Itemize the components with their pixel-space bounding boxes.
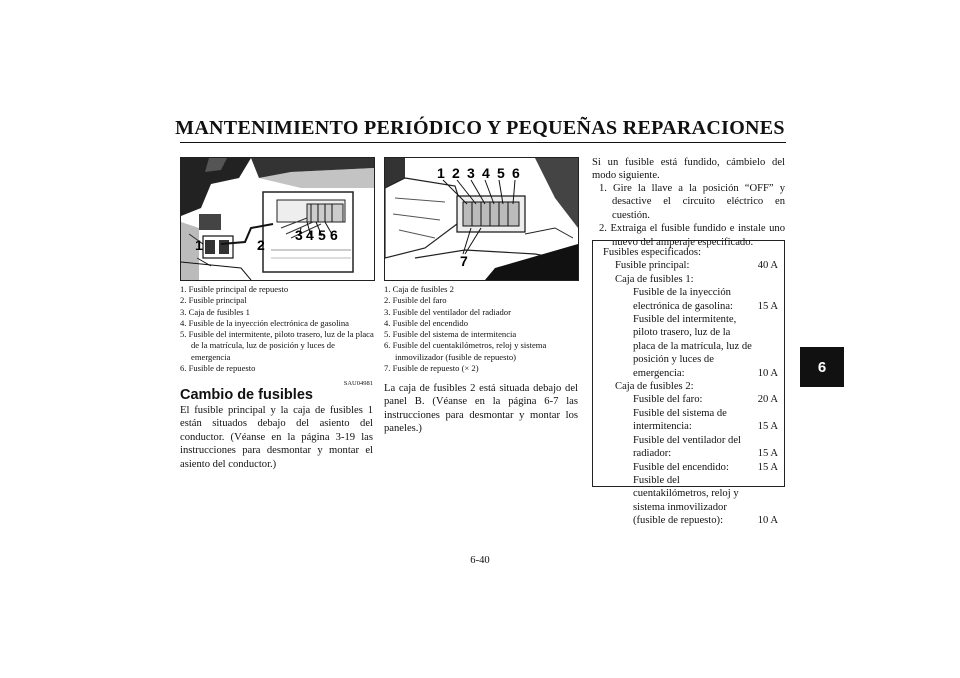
figure1-caption-list <box>180 284 376 374</box>
spec-row-main-fuse <box>603 259 778 272</box>
figure2-label-3: 3 <box>467 165 475 181</box>
figure1-label-6: 6 <box>330 227 338 243</box>
spec-row <box>603 286 778 313</box>
caption-item: 6. Fusible de repuesto <box>180 363 256 374</box>
spec-row <box>603 313 778 380</box>
spec-value: 15 A <box>757 461 778 473</box>
spec-label: Fusible del intermitente, piloto trasero, luz de la placa de la matrícula, luz de posición y luces de emergencia: <box>633 314 752 379</box>
figure-fuse-box-2 <box>384 157 579 281</box>
spec-value: 15 A <box>757 421 778 433</box>
step-item: 1. Gire la llave a la posición “OFF” y desactive el circuito eléctrico en cuestión. <box>599 183 785 221</box>
header-divider <box>180 142 786 143</box>
caption-item: 1. Caja de fusibles 2 <box>384 284 454 294</box>
spec-label: Fusible del encendido: <box>633 461 729 473</box>
spec-row <box>603 407 778 434</box>
spec-label: Fusible principal: <box>615 260 690 272</box>
fuse-box-2-illustration <box>385 158 578 280</box>
middle-paragraph: La caja de fusibles 2 está situada debajo del panel B. (Véanse en la página 6-7 las instrucciones para desmontar y montar los paneles.) <box>384 383 578 435</box>
caption-item: 5. Fusible del intermitente, piloto trasero, luz de la placa de la matrícula, luz de posición y luces de emergencia <box>180 329 374 362</box>
caption-item: 2. Fusible del faro <box>384 295 447 306</box>
caption-item: 5. Fusible del sistema de intermitencia <box>384 329 517 340</box>
spec-group-box1: Caja de fusibles 1: <box>615 273 694 285</box>
figure2-label-5: 5 <box>497 165 505 181</box>
spec-label: Fusible del sistema de intermitencia: <box>633 407 727 433</box>
figure1-label-2: 2 <box>257 237 265 253</box>
step-item: 2. Extraiga el fusible fundido e instale uno nuevo del amperaje especificado. <box>599 223 785 248</box>
page-header-title: MANTENIMIENTO PERIÓDICO Y PEQUEÑAS REPARACIONES <box>175 117 785 139</box>
figure1-label-4: 4 <box>306 227 314 243</box>
figure1-label-5: 5 <box>318 227 326 243</box>
spec-row <box>603 474 778 528</box>
section-title: Cambio de fusibles <box>180 387 313 403</box>
right-intro-paragraph: Si un fusible está fundido, cámbielo del modo siguiente. <box>592 157 785 182</box>
caption-item: 7. Fusible de repuesto (× 2) <box>384 363 479 374</box>
spec-row <box>603 461 778 474</box>
spec-value: 40 A <box>757 260 778 272</box>
caption-item: 6. Fusible del cuentakilómetros, reloj y sistema inmovilizador (fusible de repuesto) <box>384 340 547 362</box>
figure-fuse-main <box>180 157 375 281</box>
spec-value: 15 A <box>757 448 778 460</box>
caption-item: 2. Fusible principal <box>180 295 247 306</box>
spec-value: 10 A <box>757 367 778 379</box>
spec-row <box>603 434 778 461</box>
spec-value: 15 A <box>757 300 778 312</box>
specified-fuses-box <box>592 240 785 527</box>
replacement-steps <box>592 182 785 249</box>
figure1-label-3: 3 <box>295 227 303 243</box>
section-code: SAU04981 <box>343 380 373 387</box>
page-number: 6-40 <box>470 555 490 566</box>
spec-label: Fusible del cuentakilómetros, reloj y sistema inmovilizador (fusible de repuesto): <box>633 474 739 527</box>
spec-value: 20 A <box>757 394 778 406</box>
figure1-label-1: 1 <box>195 237 203 253</box>
caption-item: 3. Caja de fusibles 1 <box>180 306 250 317</box>
spec-value: 10 A <box>757 515 778 527</box>
figure2-caption-list <box>384 284 580 374</box>
figure2-label-7: 7 <box>460 253 468 269</box>
fuse-main-illustration <box>181 158 374 280</box>
spec-group-box2: Caja de fusibles 2: <box>615 381 694 393</box>
figure2-label-4: 4 <box>482 165 490 181</box>
spec-row <box>603 393 778 406</box>
spec-label: Fusible del ventilador del radiador: <box>633 434 741 460</box>
section-paragraph: El fusible principal y la caja de fusibles 1 están situados debajo del asiento del conductor. (Véanse en la página 3-19 las instrucciones para desmontar y montar el asiento del conductor.) <box>180 405 373 470</box>
caption-item: 4. Fusible de la inyección electrónica de gasolina <box>180 317 349 328</box>
caption-item: 4. Fusible del encendido <box>384 317 469 328</box>
spec-label: Fusible del faro: <box>633 394 703 406</box>
caption-item: 1. Fusible principal de repuesto <box>180 284 289 294</box>
figure2-label-6: 6 <box>512 165 520 181</box>
figure2-label-1: 1 <box>437 165 445 181</box>
caption-item: 3. Fusible del ventilador del radiador <box>384 306 511 317</box>
spec-label: Fusible de la inyección electrónica de gasolina: <box>633 287 734 312</box>
spec-box-title: Fusibles especificados: <box>603 247 701 258</box>
chapter-tab: 6 <box>800 347 844 387</box>
figure2-label-2: 2 <box>452 165 460 181</box>
